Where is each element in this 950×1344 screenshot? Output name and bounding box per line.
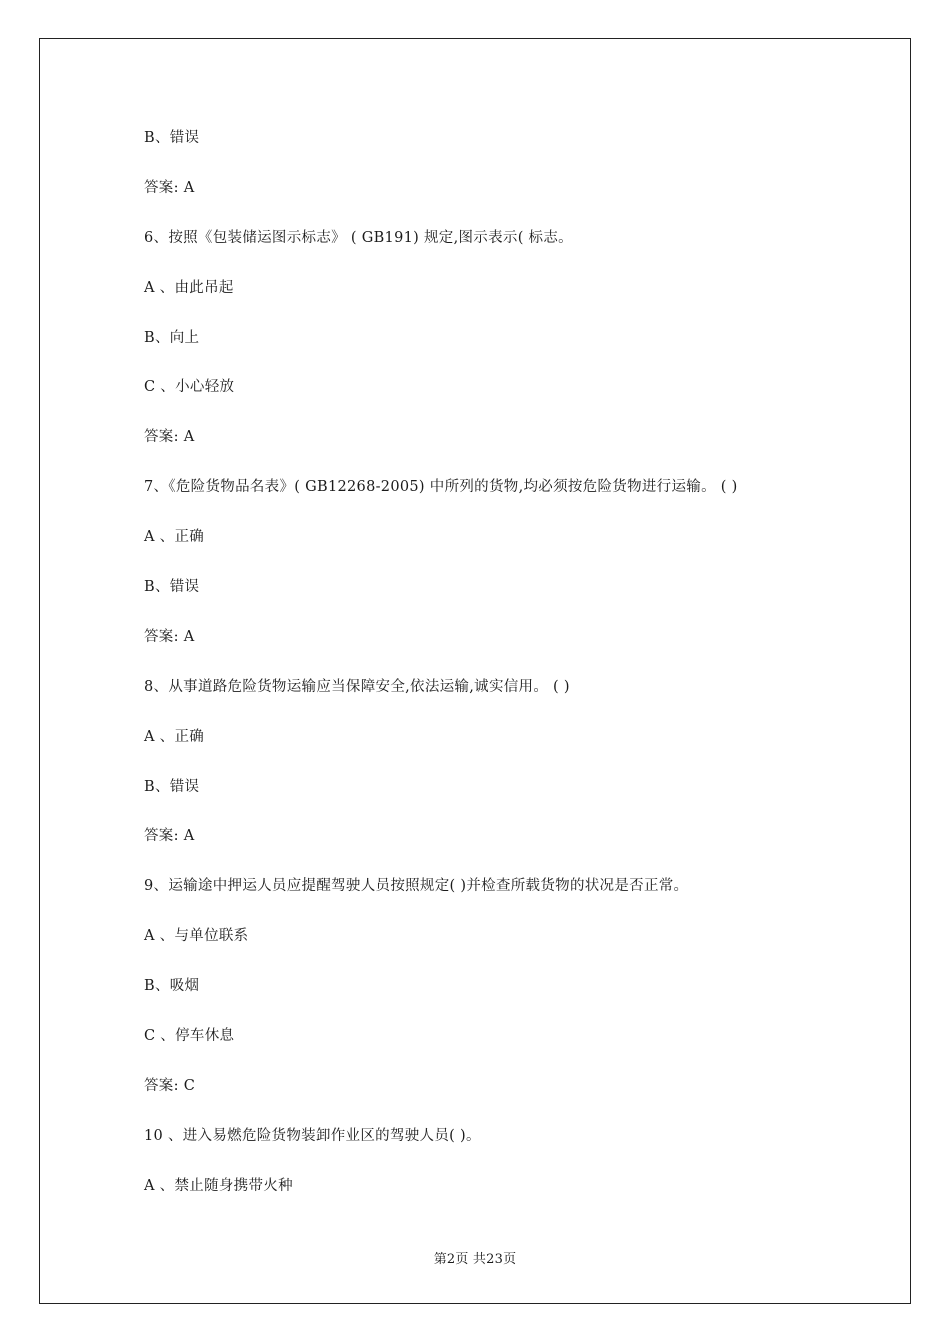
option-b: B、错误 <box>144 579 200 596</box>
option-a: A 、与单位联系 <box>144 928 249 945</box>
answer: 答案: A <box>144 628 195 645</box>
option-b: B、吸烟 <box>144 978 200 995</box>
question-9: 9、运输途中押运人员应提醒驾驶人员按照规定( )并检查所载货物的状况是否正常。 <box>144 878 689 895</box>
option-c: C 、小心轻放 <box>144 379 235 396</box>
option-c: C 、停车休息 <box>144 1028 235 1045</box>
option-b: B、错误 <box>144 778 200 795</box>
question-8: 8、从事道路危险货物运输应当保障安全,依法运输,诚实信用。 ( ) <box>144 678 570 695</box>
answer: 答案: A <box>144 179 195 196</box>
question-7: 7、《危险货物品名表》( GB12268-2005) 中所列的货物,均必须按危险货物进行运输。 ( ) <box>144 479 738 496</box>
option-b: B、错误 <box>144 130 200 146</box>
question-10: 10 、进入易燃危险货物装卸作业区的驾驶人员( )。 <box>144 1127 481 1144</box>
option-a: A 、由此吊起 <box>144 279 234 296</box>
option-a: A 、禁止随身携带火种 <box>144 1177 293 1194</box>
option-a: A 、正确 <box>144 529 205 546</box>
answer: 答案: A <box>144 429 195 446</box>
page-number-footer: 第2页 共23页 <box>433 1252 517 1267</box>
question-6: 6、按照《包装储运图示标志》 ( GB191) 规定,图示表示( 标志。 <box>144 229 573 246</box>
option-b: B、向上 <box>144 329 200 346</box>
document-body <box>144 126 844 1224</box>
answer: 答案: C <box>144 1077 196 1094</box>
option-a: A 、正确 <box>144 728 205 745</box>
answer: 答案: A <box>144 828 195 845</box>
